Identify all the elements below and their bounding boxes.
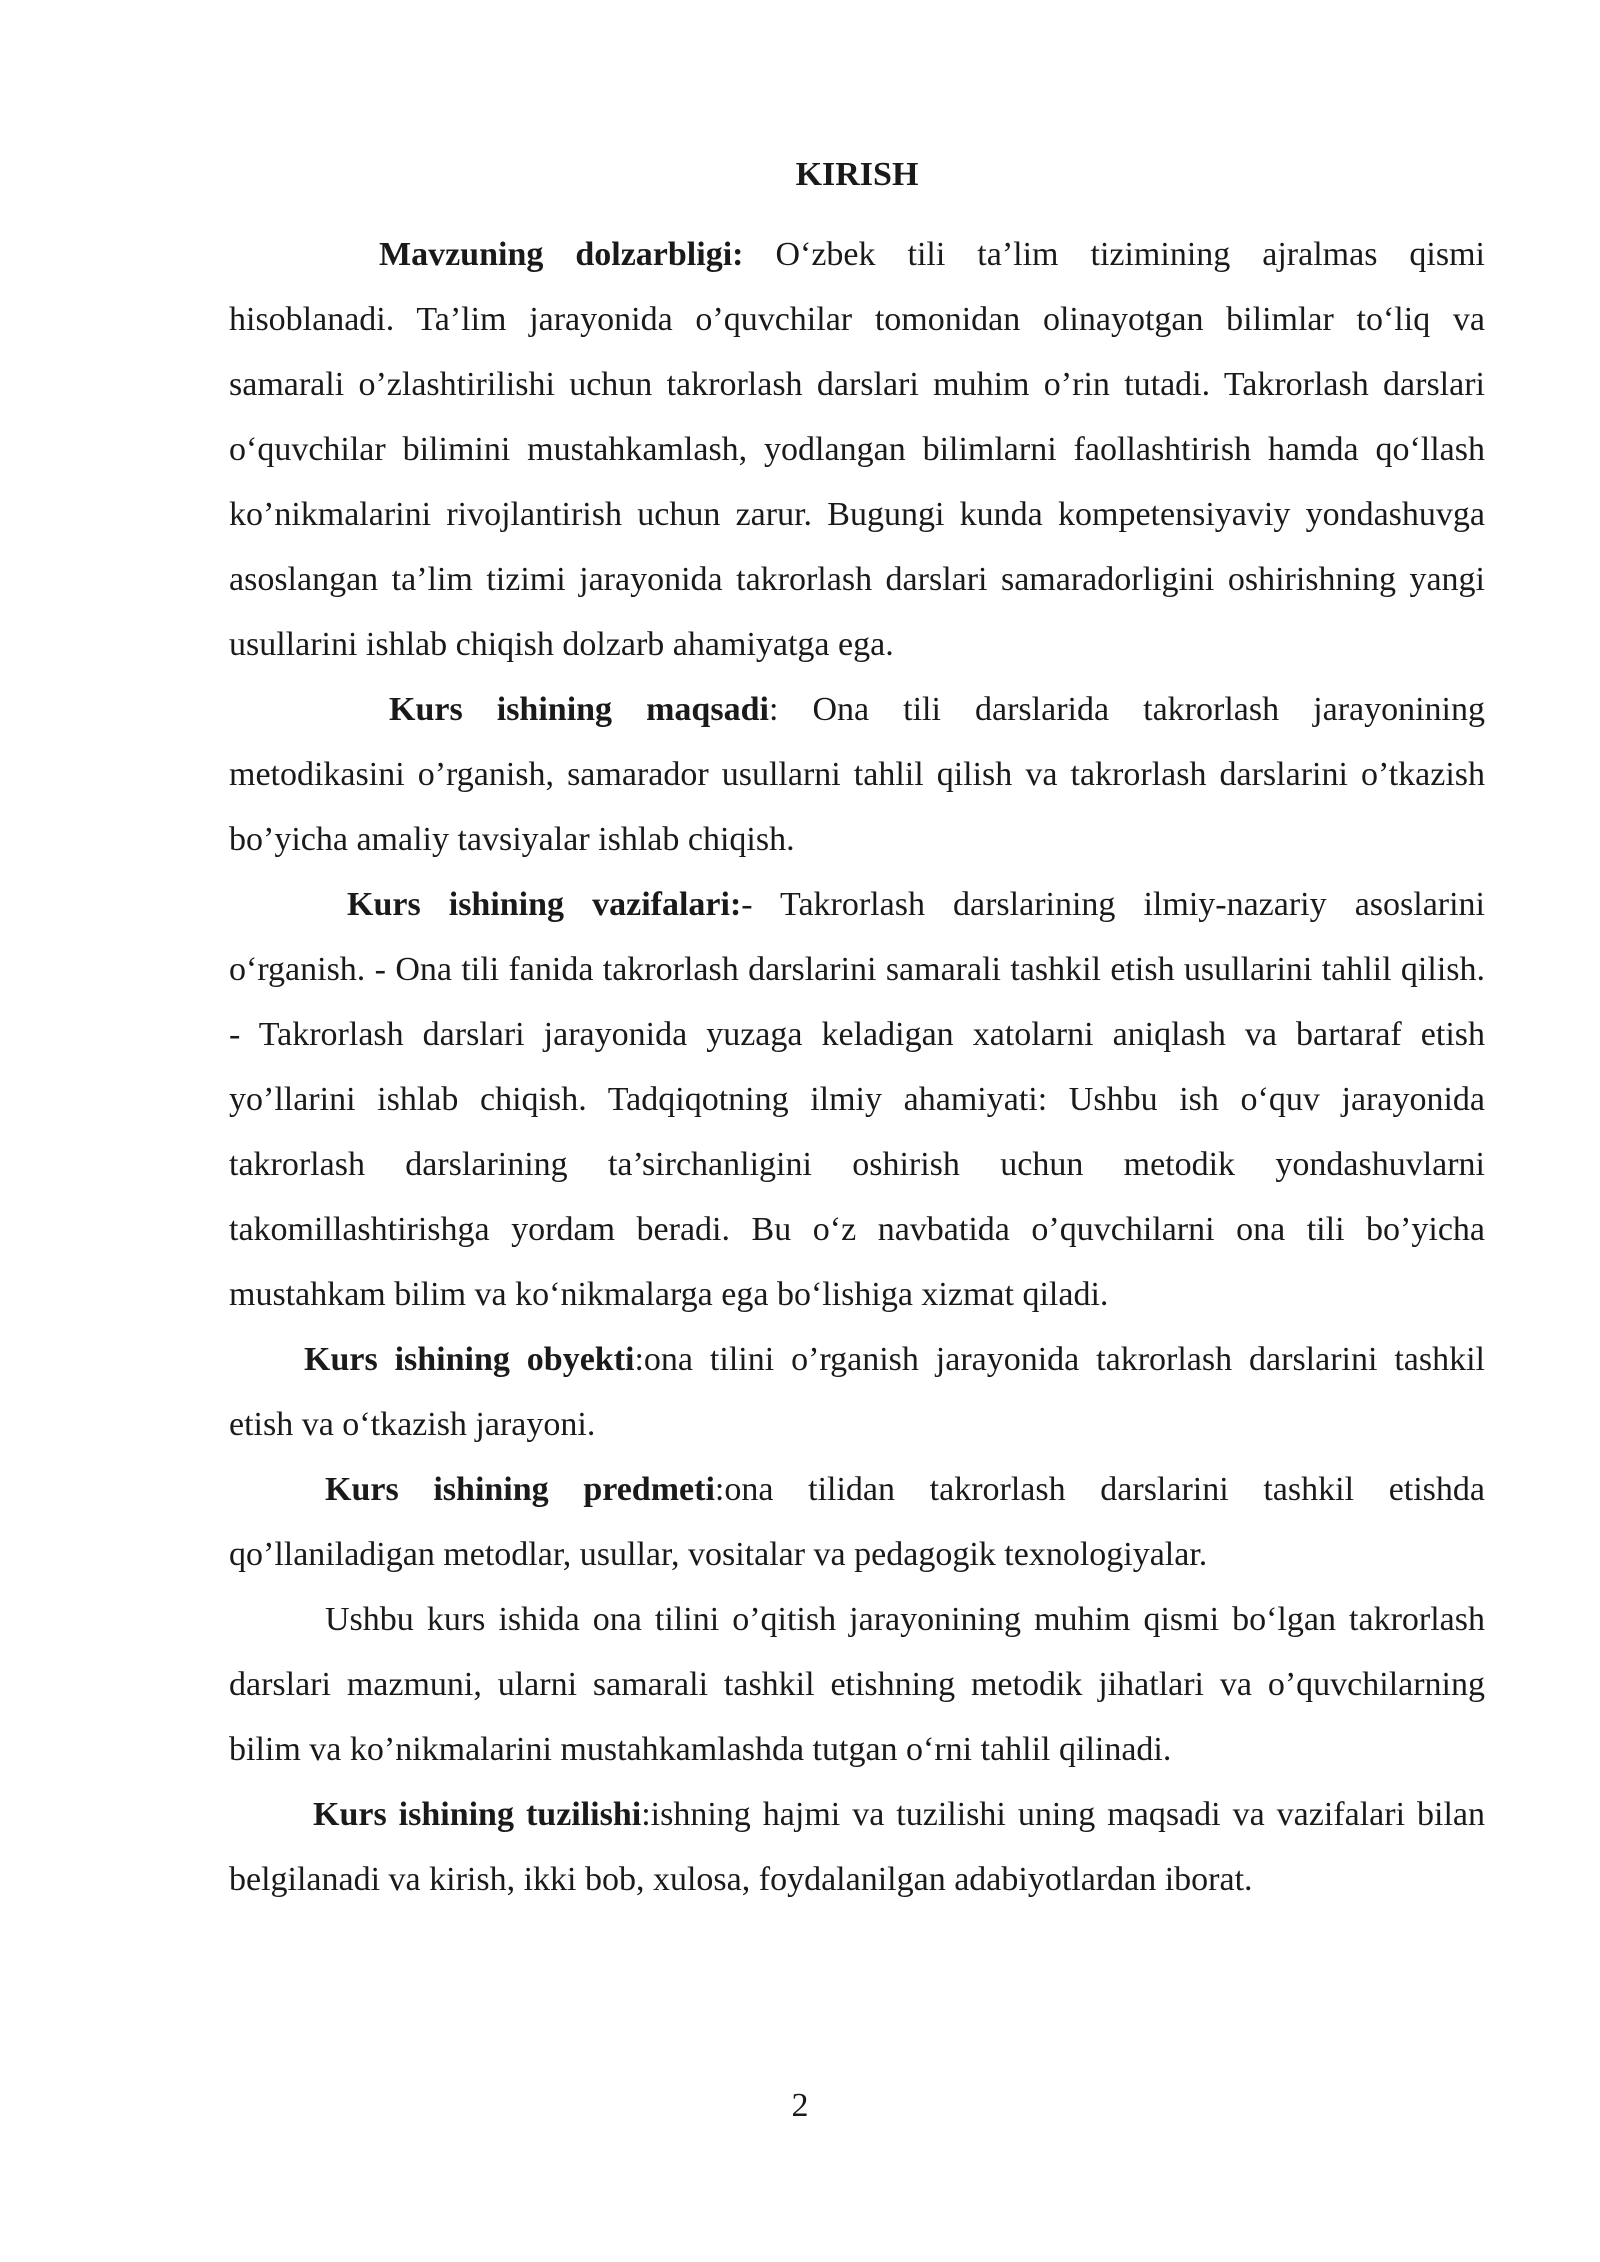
- paragraph-object: [229, 1327, 1485, 1457]
- paragraph-text: :ona tilini o’rganish jarayonida takrorlash darslarini tashkil etish va o‘tkazish jarayoni.: [229, 1341, 1486, 1443]
- paragraph-text: :ona tilidan takrorlash darslarini tashkil etishda qo’llaniladigan metodlar, usullar, vositalar va pedagogik texnologiyalar.: [229, 1471, 1486, 1573]
- paragraph-label: Kurs ishining predmeti: [325, 1471, 715, 1508]
- paragraph-label: Kurs ishining maqsadi: [389, 691, 769, 728]
- paragraph-label: Kurs ishining vazifalari:: [347, 886, 742, 923]
- paragraph-text: : Ona tili darslarida takrorlash jarayonining metodikasini o’rganish, samarador usullarni tahlil qilish va takrorlash darslarini o’tkazish bo’yicha amaliy tavsiyalar ishlab chiqish.: [229, 691, 1485, 858]
- page-number: 2: [791, 2087, 809, 2124]
- paragraph-label: Kurs ishining obyekti: [304, 1341, 635, 1378]
- paragraph-goal: [229, 677, 1485, 872]
- paragraph-text: Ushbu kurs ishida ona tilini o’qitish jarayonining muhim qismi bo‘lgan takrorlash darslari mazmuni, ularni samarali tashkil etishning metodik jihatlari va o’quvchilarning bilim va ko’nikmalarini mustahkamlashda tutgan o‘rni tahlil qilinadi.: [229, 1601, 1485, 1768]
- paragraph-structure: [229, 1782, 1485, 1912]
- paragraph-text: :ishning hajmi va tuzilishi uning maqsadi va vazifalari bilan belgilanadi va kirish, ikki bob, xulosa, foydalanilgan adabiyotlardan iborat.: [229, 1796, 1485, 1898]
- paragraph-text: O‘zbek tili ta’lim tizimining ajralmas qismi hisoblanadi. Ta’lim jarayonida o’quvchilar tomonidan olinayotgan bilimlar to‘liq va samarali o’zlashtirilishi uchun takrorlash darslari muhim o’rin tutadi. Takrorlash darslari o‘quvchilar bilimini mustahkamlash, yodlangan bilimlarni faollashtirish hamda qo‘llash ko’nikmalarini rivojlantirish uchun zarur. Bugungi kunda kompetensiyaviy yondashuvga asoslangan ta’lim tizimi jarayonida takrorlash darslari samaradorligini oshirishning yangi usullarini ishlab chiqish dolzarb ahamiyatga ega.: [229, 236, 1486, 663]
- page-title: KIRISH: [795, 156, 919, 193]
- paragraph-relevance: [229, 222, 1485, 677]
- paragraph-text: - Takrorlash darslarining ilmiy-nazariy asoslarini o‘rganish. - Ona tili fanida takrorlash darslarini samarali tashkil etish usullarini tahlil qilish. - Takrorlash darslari jarayonida yuzaga keladigan xatolarni aniqlash va bartaraf etish yo’llarini ishlab chiqish. Tadqiqotning ilmiy ahamiyati: Ushbu ish o‘quv jarayonida takrorlash darslarining ta’sirchanligini oshirish uchun metodik yondashuvlarni takomillashtirishga yordam beradi. Bu o‘z navbatida o’quvchilarni ona tili bo’yicha mustahkam bilim va ko‘nikmalarga ega bo‘lishiga xizmat qiladi.: [229, 886, 1485, 1313]
- paragraph-tasks: [229, 872, 1485, 1327]
- document-page: [229, 150, 1485, 1912]
- paragraph-summary: [229, 1587, 1485, 1782]
- paragraph-label: Kurs ishining tuzilishi: [313, 1796, 642, 1833]
- paragraph-subject: [229, 1457, 1485, 1587]
- paragraph-label: Mavzuning dolzarbligi:: [379, 236, 744, 273]
